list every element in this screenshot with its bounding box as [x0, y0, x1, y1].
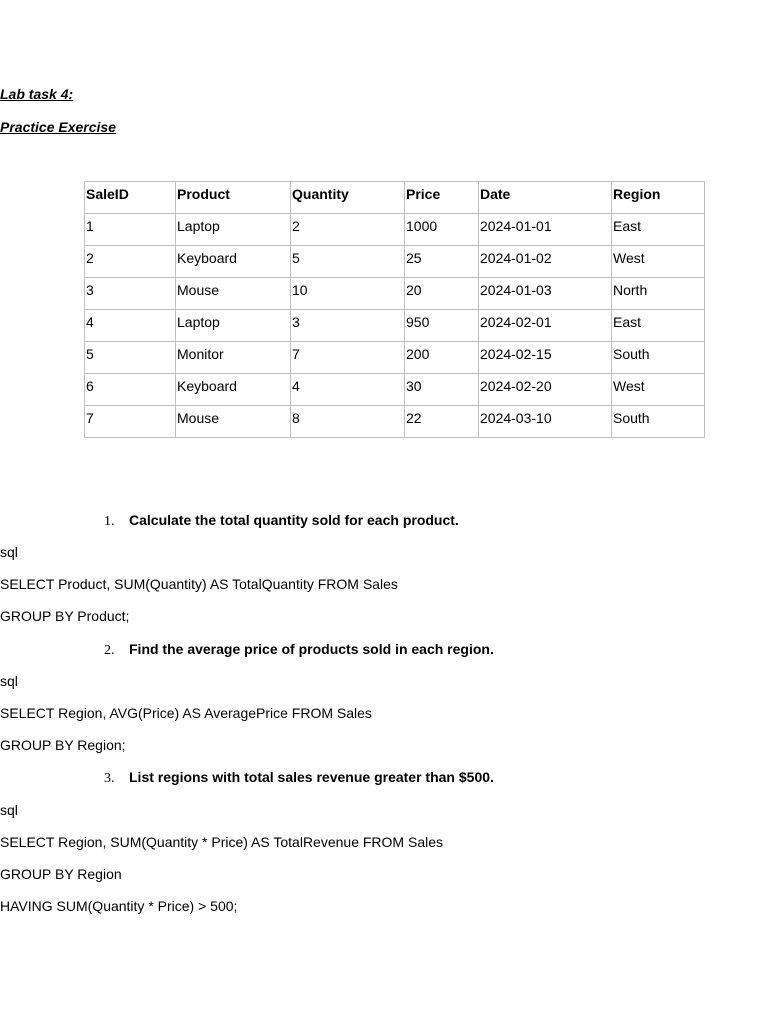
table-cell: 2 [85, 246, 176, 278]
table-cell: Laptop [176, 214, 291, 246]
question-text: Find the average price of products sold in each region. [129, 641, 494, 657]
table-cell: 200 [405, 342, 479, 374]
table-cell: 10 [291, 278, 405, 310]
column-header-quantity: Quantity [291, 182, 405, 214]
question-number: 3. [104, 771, 115, 786]
table-row [85, 246, 705, 278]
code-line: SELECT Product, SUM(Quantity) AS TotalQuantity FROM Sales [0, 576, 398, 592]
code-line: SELECT Region, SUM(Quantity * Price) AS TotalRevenue FROM Sales [0, 834, 443, 850]
table-cell: South [612, 406, 705, 438]
table-cell: 1 [85, 214, 176, 246]
column-header-date: Date [479, 182, 612, 214]
table-cell: 950 [405, 310, 479, 342]
table-row [85, 278, 705, 310]
table-cell: Keyboard [176, 246, 291, 278]
column-header-product: Product [176, 182, 291, 214]
table-cell: 30 [405, 374, 479, 406]
table-row [85, 374, 705, 406]
question-2 [104, 640, 494, 660]
table-cell: 1000 [405, 214, 479, 246]
table-cell: 6 [85, 374, 176, 406]
table-cell: 4 [291, 374, 405, 406]
table-cell: 2024-01-01 [479, 214, 612, 246]
table-cell: East [612, 310, 705, 342]
table-cell: 25 [405, 246, 479, 278]
question-1 [104, 511, 459, 531]
table-cell: West [612, 374, 705, 406]
question-text: List regions with total sales revenue greater than $500. [129, 769, 494, 785]
question-3 [104, 768, 494, 788]
table-cell: 2024-01-02 [479, 246, 612, 278]
table-cell: Mouse [176, 406, 291, 438]
column-header-price: Price [405, 182, 479, 214]
practice-exercise-heading: Practice Exercise [0, 119, 116, 135]
table-cell: West [612, 246, 705, 278]
table-cell: 5 [85, 342, 176, 374]
table-cell: 3 [291, 310, 405, 342]
table-cell: South [612, 342, 705, 374]
table-cell: 2024-02-15 [479, 342, 612, 374]
code-line: GROUP BY Region; [0, 737, 126, 753]
table-cell: 4 [85, 310, 176, 342]
code-language-label: sql [0, 673, 18, 689]
table-cell: 8 [291, 406, 405, 438]
question-number: 2. [104, 643, 115, 658]
table-cell: North [612, 278, 705, 310]
table-cell: 2024-01-03 [479, 278, 612, 310]
table-cell: 2024-03-10 [479, 406, 612, 438]
table-cell: 7 [291, 342, 405, 374]
table-cell: 20 [405, 278, 479, 310]
table-header-row [85, 182, 705, 214]
table-row [85, 406, 705, 438]
column-header-region: Region [612, 182, 705, 214]
column-header-saleid: SaleID [85, 182, 176, 214]
table-cell: Mouse [176, 278, 291, 310]
table-cell: 5 [291, 246, 405, 278]
question-text: Calculate the total quantity sold for each product. [129, 512, 459, 528]
table-cell: East [612, 214, 705, 246]
table-cell: Keyboard [176, 374, 291, 406]
table-cell: Monitor [176, 342, 291, 374]
table-cell: 2 [291, 214, 405, 246]
code-language-label: sql [0, 544, 18, 560]
code-line: GROUP BY Region [0, 866, 122, 882]
code-line: GROUP BY Product; [0, 608, 130, 624]
table-cell: 7 [85, 406, 176, 438]
sales-table [84, 181, 705, 438]
lab-task-heading: Lab task 4: [0, 86, 74, 102]
table-cell: 2024-02-20 [479, 374, 612, 406]
question-number: 1. [104, 514, 115, 529]
table-cell: 2024-02-01 [479, 310, 612, 342]
table-row [85, 342, 705, 374]
code-line: SELECT Region, AVG(Price) AS AveragePrice FROM Sales [0, 705, 372, 721]
code-line: HAVING SUM(Quantity * Price) > 500; [0, 898, 238, 914]
table-row [85, 310, 705, 342]
table-cell: 22 [405, 406, 479, 438]
code-language-label: sql [0, 802, 18, 818]
table-row [85, 214, 705, 246]
table-cell: Laptop [176, 310, 291, 342]
table-cell: 3 [85, 278, 176, 310]
